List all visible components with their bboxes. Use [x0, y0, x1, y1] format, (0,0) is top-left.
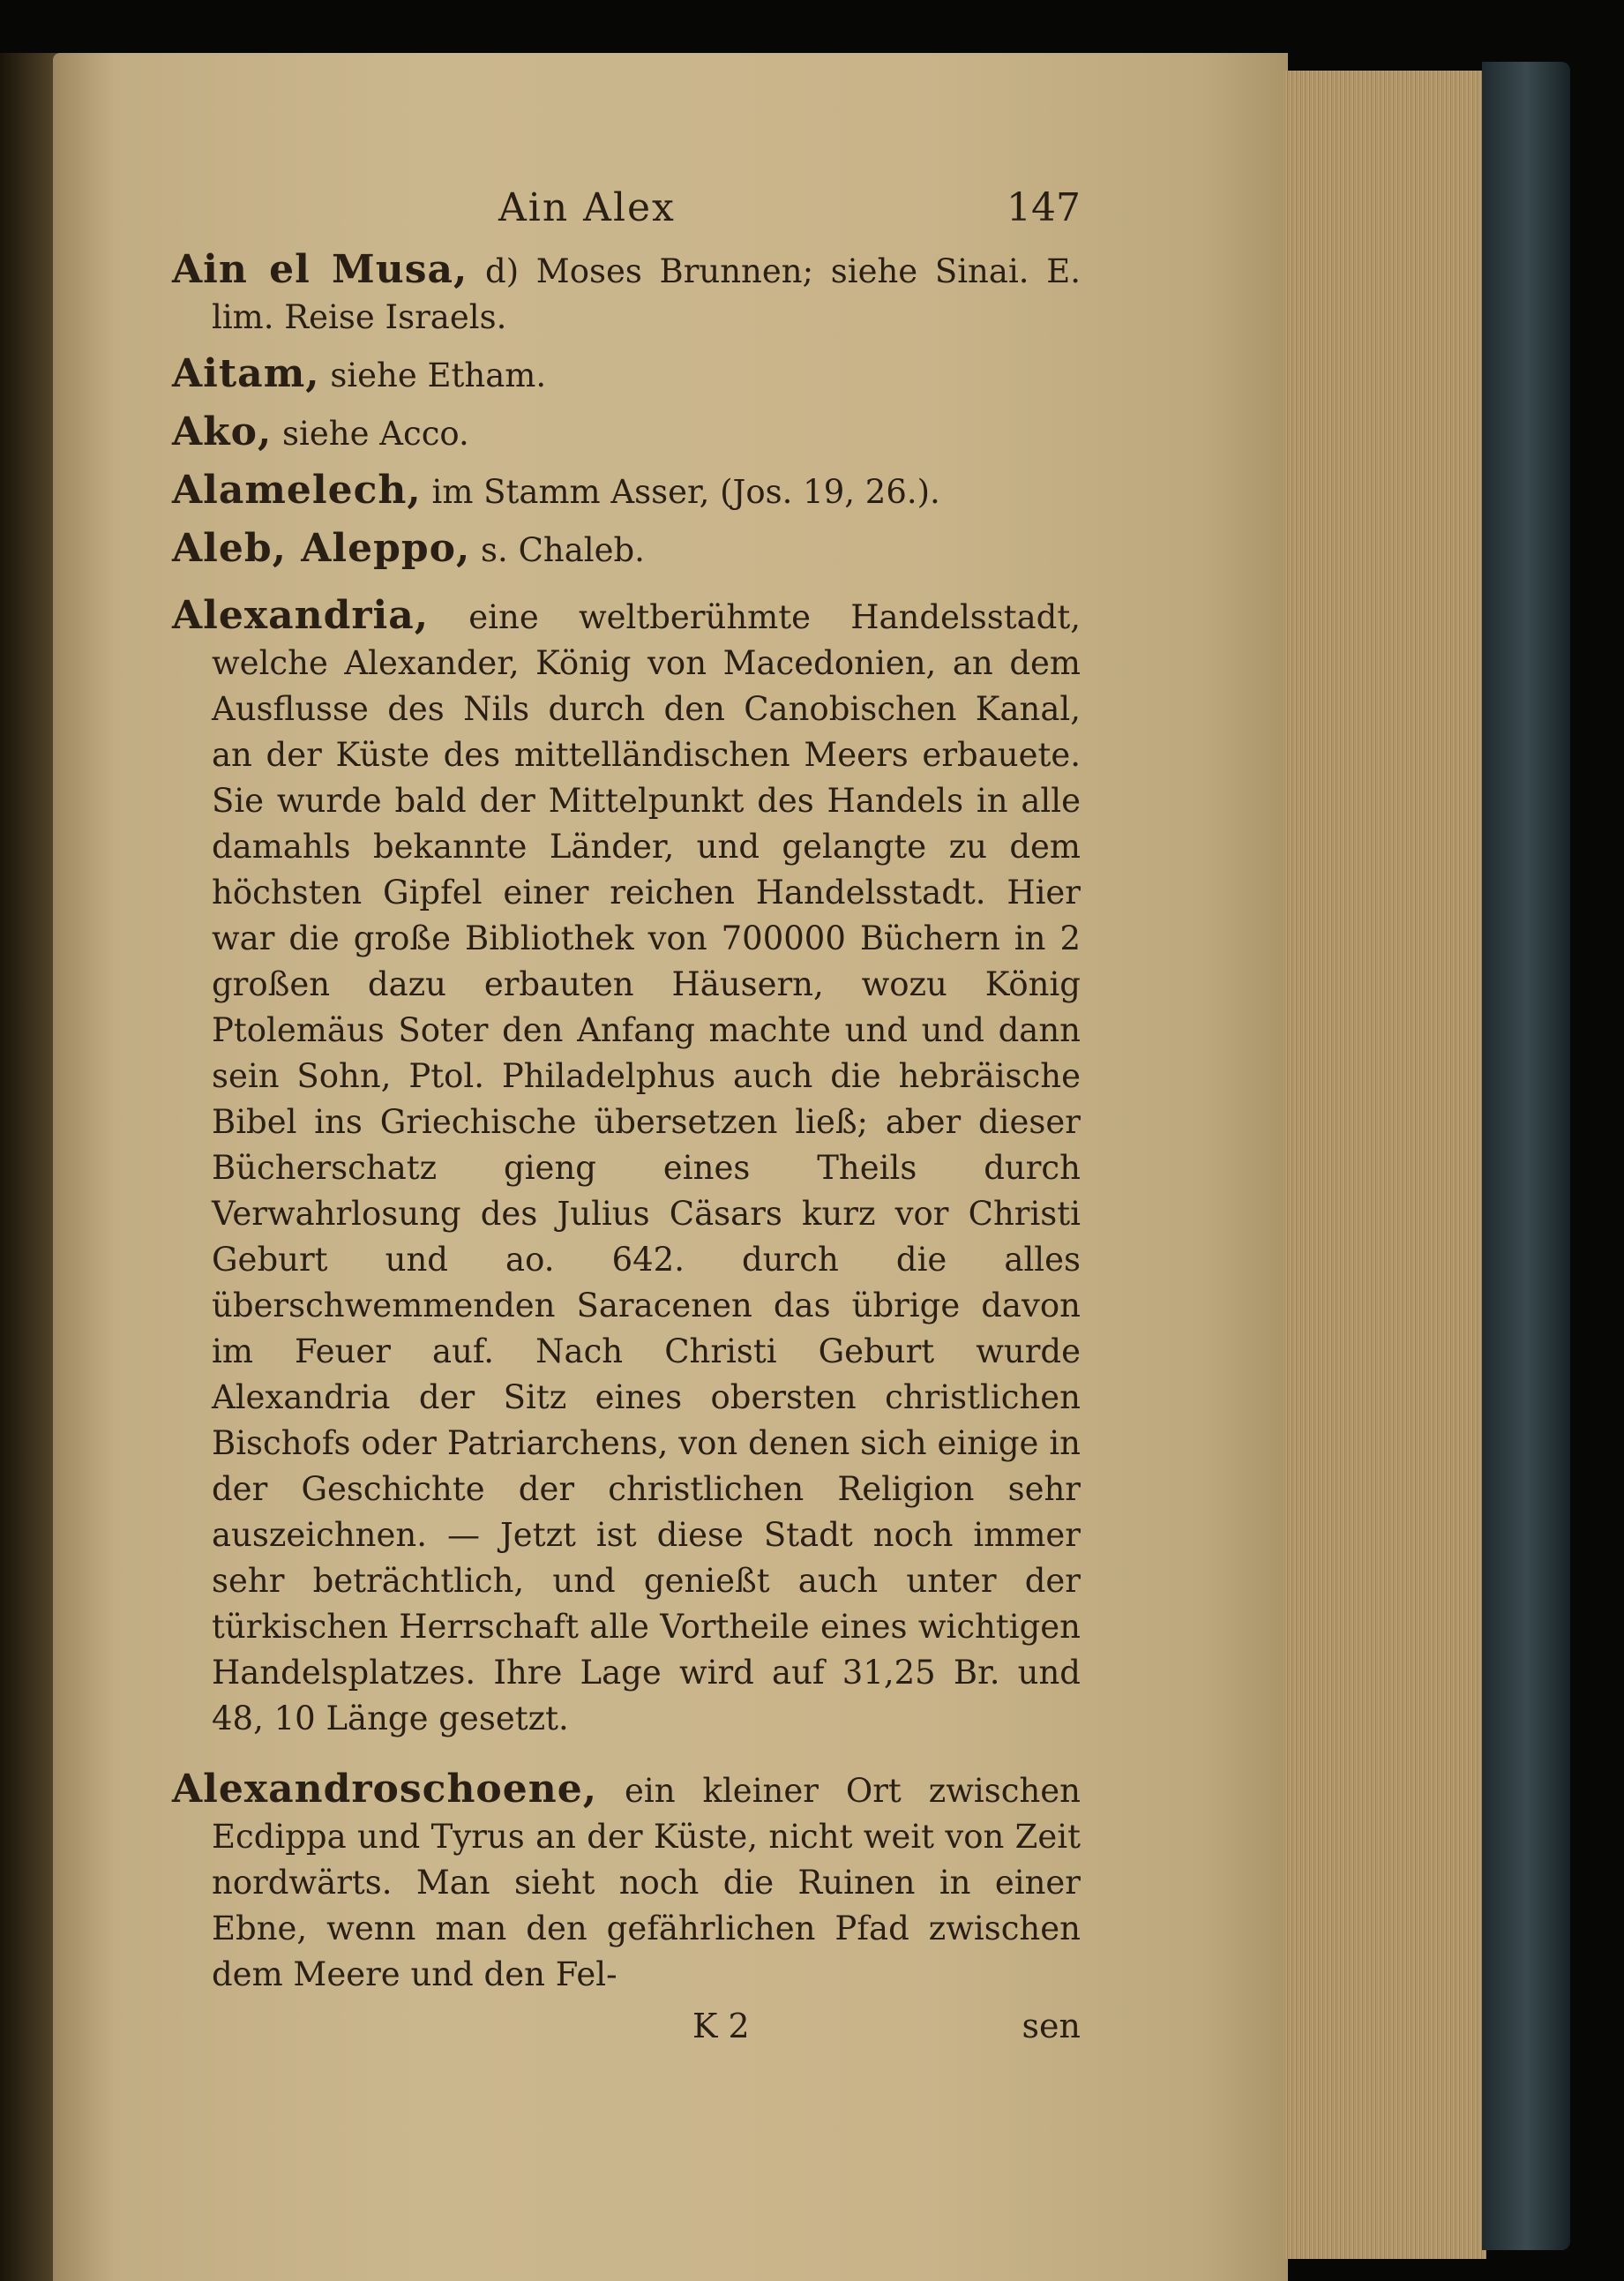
running-header — [172, 185, 1081, 238]
entry-body: siehe Etham. — [319, 356, 547, 394]
entry-lemma: Ain el Musa, — [172, 247, 468, 292]
entry-lemma: Alexandria, — [172, 593, 430, 638]
page-edges — [1283, 71, 1486, 2259]
entry-body: d) Moses Brunnen; siehe Sinai. E. lim. Reise Israels. — [212, 252, 1081, 336]
entry-lemma: Alexandroschoene, — [172, 1767, 598, 1812]
entry-lemma: Aleb, Aleppo, — [172, 526, 471, 571]
header-title: Ain Alex — [498, 185, 676, 230]
entry-body: siehe Acco. — [272, 415, 469, 453]
entry-lemma: Aitam, — [172, 351, 320, 396]
entry-ako — [172, 409, 1081, 457]
entry-lemma: Ako, — [172, 409, 273, 454]
entry-ain-el-musa — [172, 247, 1081, 341]
book-cover-edge — [1482, 62, 1570, 2250]
entry-lemma: Alamelech, — [172, 468, 422, 513]
page-text-block — [172, 185, 1081, 2049]
signature-mark: K 2 — [692, 2007, 750, 2045]
entry-alexandroschoene — [172, 1767, 1081, 1998]
page-number: 147 — [1007, 185, 1081, 230]
entry-body: im Stamm Asser, (Jos. 19, 26.). — [421, 473, 940, 511]
page-footer — [172, 2003, 1081, 2049]
entry-body: eine weltberühmte Handelsstadt, welche Alexander, König von Macedonien, an dem Ausflusse des Nils durch den Canobischen Kanal, an der Küste des mittelländischen Meers erbauete. Sie wurde bald der Mittelpunkt des Handels in alle damahls bekannte Länder, und gelangte zu dem höchsten Gipfel einer reichen Handelsstadt. Hier war die große Bibliothek von 700000 Büchern in 2 großen dazu erbauten Häusern, wozu König Ptolemäus Soter den Anfang machte und und dann sein Sohn, Ptol. Philadelphus auch die hebräische Bibel ins Griechische übersetzen ließ; aber dieser Bücherschatz gieng eines Theils durch Verwahrlosung des Julius Cäsars kurz vor Christi Geburt und ao. 642. durch die alles überschwemmenden Saracenen das übrige davon im Feuer auf. Nach Christi Geburt wurde Alexandria der Sitz eines obersten christlichen Bischofs oder Patriarchens, von denen sich einige in der Geschichte der christlichen Religion sehr auszeichnen. — Jetzt ist diese Stadt noch immer sehr beträchtlich, und genießt auch unter der türkischen Herrschaft alle Vortheile eines wichtigen Handelsplatzes. Ihre Lage wird auf 31,25 Br. und 48, 10 Länge gesetzt. — [212, 598, 1081, 1737]
catchword: sen — [1022, 2007, 1081, 2045]
entry-aitam — [172, 351, 1081, 399]
entry-aleb — [172, 526, 1081, 574]
entry-alamelech — [172, 468, 1081, 515]
entry-body: s. Chaleb. — [470, 531, 645, 569]
entry-alexandria — [172, 593, 1081, 1742]
entry-body: ein kleiner Ort zwischen Ecdippa und Tyrus an der Küste, nicht weit von Zeit nordwärts. Man sieht noch die Ruinen in einer Ebne, wenn man den gefährlichen Pfad zwischen dem Meere und den Fel- — [212, 1772, 1081, 1993]
